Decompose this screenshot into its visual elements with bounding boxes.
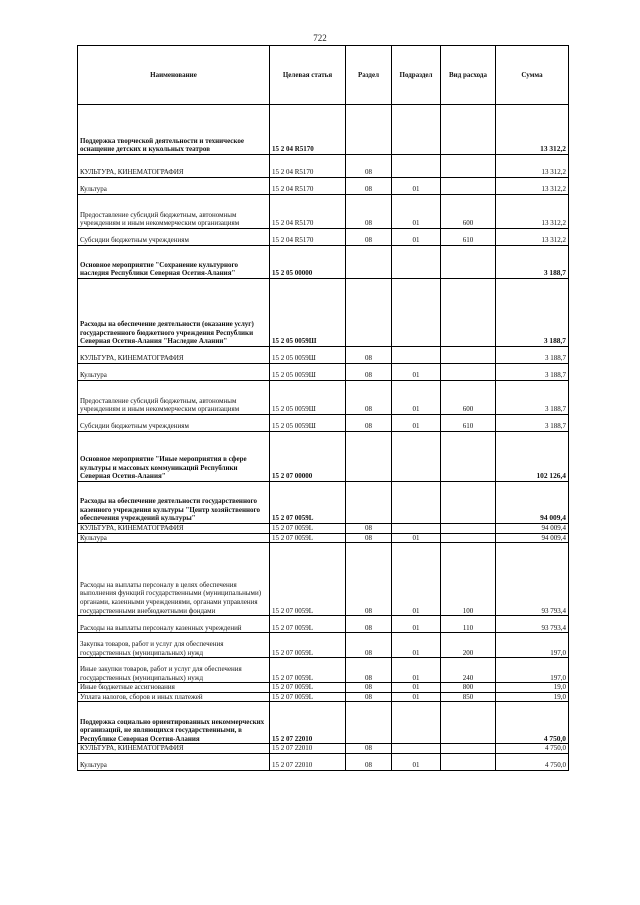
table-row	[78, 543, 569, 616]
table-row	[78, 364, 569, 381]
row-subsection: 01	[392, 633, 441, 658]
row-subsection: 01	[392, 229, 441, 246]
row-name: Иные закупки товаров, работ и услуг для обеспечения государственных (муниципальных) нужд	[78, 658, 270, 683]
row-subsection: 01	[392, 533, 441, 543]
row-section: 08	[346, 524, 392, 534]
row-expense-type	[441, 105, 496, 155]
row-name: Поддержка творческой деятельности и техническое оснащение детских и кукольных театров	[78, 105, 270, 155]
row-section	[346, 482, 392, 524]
row-code: 15 2 07 22010	[270, 702, 346, 744]
row-section: 08	[346, 692, 392, 702]
header-row	[78, 46, 569, 105]
page-number: 722	[313, 33, 327, 43]
row-code: 15 2 07 0059L	[270, 533, 346, 543]
row-expense-type: 610	[441, 415, 496, 432]
row-section: 08	[346, 658, 392, 683]
row-sum: 19,0	[496, 683, 569, 693]
row-expense-type: 600	[441, 381, 496, 415]
row-section: 08	[346, 633, 392, 658]
row-expense-type: 850	[441, 692, 496, 702]
row-expense-type	[441, 533, 496, 543]
table-row	[78, 683, 569, 693]
row-sum: 3 188,7	[496, 364, 569, 381]
row-name: Предоставление субсидий бюджетным, автономным учреждениям и иным некоммерческим организациям	[78, 195, 270, 229]
row-name: Культура	[78, 753, 270, 770]
row-code: 15 2 07 0059L	[270, 633, 346, 658]
row-subsection: 01	[392, 543, 441, 616]
row-sum: 3 188,7	[496, 381, 569, 415]
row-name: Культура	[78, 364, 270, 381]
row-name: КУЛЬТУРА, КИНЕМАТОГРАФИЯ	[78, 524, 270, 534]
header-subsection: Подраздел	[392, 46, 441, 105]
row-section	[346, 279, 392, 347]
row-section: 08	[346, 616, 392, 633]
row-sum: 197,0	[496, 658, 569, 683]
row-section	[346, 702, 392, 744]
table-row	[78, 482, 569, 524]
row-name: Расходы на выплаты персоналу казенных учреждений	[78, 616, 270, 633]
row-code: 15 2 07 0059L	[270, 482, 346, 524]
row-code: 15 2 05 0059Ш	[270, 381, 346, 415]
row-section: 08	[346, 415, 392, 432]
row-code: 15 2 04 R5170	[270, 105, 346, 155]
row-code: 15 2 04 R5170	[270, 229, 346, 246]
row-section: 08	[346, 533, 392, 543]
table-row	[78, 633, 569, 658]
header-section: Раздел	[346, 46, 392, 105]
row-name: Иные бюджетные ассигнования	[78, 683, 270, 693]
row-sum: 4 750,0	[496, 702, 569, 744]
header-code: Целевая статья	[270, 46, 346, 105]
row-name: Расходы на обеспечение деятельности (оказание услуг) государственного бюджетного учреждения Республики Северная Осетия-Алания "Наследие Алании"	[78, 279, 270, 347]
table-row	[78, 347, 569, 364]
row-code: 15 2 05 0059Ш	[270, 364, 346, 381]
row-expense-type	[441, 364, 496, 381]
row-sum: 13 312,2	[496, 105, 569, 155]
row-subsection	[392, 524, 441, 534]
row-section	[346, 246, 392, 279]
row-name: Основное мероприятие "Сохранение культурного наследия Республики Северная Осетия-Алания"	[78, 246, 270, 279]
row-expense-type: 100	[441, 543, 496, 616]
row-code: 15 2 05 0059Ш	[270, 415, 346, 432]
budget-table	[77, 45, 569, 771]
row-name: Расходы на выплаты персоналу в целях обеспечения выполнения функций государственными (муниципальными) органами, казенными учреждениями, органами управления государственными внебюджетными фондами	[78, 543, 270, 616]
row-sum: 19,0	[496, 692, 569, 702]
row-name: КУЛЬТУРА, КИНЕМАТОГРАФИЯ	[78, 155, 270, 178]
row-code: 15 2 04 R5170	[270, 195, 346, 229]
row-sum: 94 009,4	[496, 482, 569, 524]
row-code: 15 2 04 R5170	[270, 178, 346, 195]
table-row	[78, 658, 569, 683]
row-expense-type: 610	[441, 229, 496, 246]
row-section: 08	[346, 229, 392, 246]
table-row	[78, 279, 569, 347]
row-subsection: 01	[392, 195, 441, 229]
row-section: 08	[346, 753, 392, 770]
row-expense-type	[441, 702, 496, 744]
row-section	[346, 432, 392, 482]
row-code: 15 2 07 22010	[270, 753, 346, 770]
row-code: 15 2 07 0059L	[270, 683, 346, 693]
row-code: 15 2 07 0059L	[270, 658, 346, 683]
row-code: 15 2 07 0059L	[270, 524, 346, 534]
row-subsection	[392, 482, 441, 524]
table-row	[78, 524, 569, 534]
row-subsection	[392, 246, 441, 279]
row-expense-type	[441, 246, 496, 279]
table-row	[78, 533, 569, 543]
row-code: 15 2 07 0059L	[270, 616, 346, 633]
row-name: Субсидии бюджетным учреждениям	[78, 229, 270, 246]
row-code: 15 2 05 00000	[270, 246, 346, 279]
row-subsection: 01	[392, 381, 441, 415]
row-subsection: 01	[392, 658, 441, 683]
row-sum: 13 312,2	[496, 229, 569, 246]
row-name: КУЛЬТУРА, КИНЕМАТОГРАФИЯ	[78, 744, 270, 754]
row-name: Поддержка социально ориентированных некоммерческих организаций, не являющихся государственными, в Республике Северная Осетия-Алания	[78, 702, 270, 744]
row-expense-type	[441, 155, 496, 178]
row-name: Культура	[78, 178, 270, 195]
header-expense-type: Вид расхода	[441, 46, 496, 105]
row-expense-type: 800	[441, 683, 496, 693]
row-sum: 102 126,4	[496, 432, 569, 482]
row-subsection	[392, 279, 441, 347]
table-row	[78, 692, 569, 702]
row-sum: 94 009,4	[496, 524, 569, 534]
row-expense-type	[441, 347, 496, 364]
table-row	[78, 246, 569, 279]
row-subsection: 01	[392, 364, 441, 381]
row-subsection	[392, 105, 441, 155]
row-sum: 4 750,0	[496, 753, 569, 770]
row-expense-type	[441, 524, 496, 534]
row-sum: 3 188,7	[496, 279, 569, 347]
row-expense-type: 600	[441, 195, 496, 229]
row-section: 08	[346, 364, 392, 381]
row-name: Культура	[78, 533, 270, 543]
row-name: Основное мероприятие "Иные мероприятия в сфере культуры и массовых коммуникаций Республики Северная Осетия-Алания"	[78, 432, 270, 482]
row-sum: 3 188,7	[496, 246, 569, 279]
row-section	[346, 105, 392, 155]
row-code: 15 2 07 0059L	[270, 692, 346, 702]
row-sum: 93 793,4	[496, 616, 569, 633]
table-row	[78, 105, 569, 155]
row-name: Субсидии бюджетным учреждениям	[78, 415, 270, 432]
row-subsection	[392, 347, 441, 364]
table-row	[78, 702, 569, 744]
row-code: 15 2 07 00000	[270, 432, 346, 482]
row-subsection: 01	[392, 178, 441, 195]
table-row	[78, 744, 569, 754]
row-sum: 3 188,7	[496, 347, 569, 364]
table-row	[78, 381, 569, 415]
row-section: 08	[346, 347, 392, 364]
row-code: 15 2 07 0059L	[270, 543, 346, 616]
row-subsection	[392, 155, 441, 178]
row-sum: 93 793,4	[496, 543, 569, 616]
row-section: 08	[346, 381, 392, 415]
row-expense-type: 110	[441, 616, 496, 633]
table-row	[78, 155, 569, 178]
table-row	[78, 432, 569, 482]
table-row	[78, 415, 569, 432]
row-subsection: 01	[392, 415, 441, 432]
row-name: Закупка товаров, работ и услуг для обеспечения государственных (муниципальных) нужд	[78, 633, 270, 658]
row-subsection: 01	[392, 616, 441, 633]
row-sum: 13 312,2	[496, 178, 569, 195]
row-name: Предоставление субсидий бюджетным, автономным учреждениям и иным некоммерческим организациям	[78, 381, 270, 415]
row-code: 15 2 07 22010	[270, 744, 346, 754]
row-subsection	[392, 432, 441, 482]
header-name: Наименование	[78, 46, 270, 105]
row-expense-type	[441, 744, 496, 754]
row-sum: 13 312,2	[496, 155, 569, 178]
row-name: КУЛЬТУРА, КИНЕМАТОГРАФИЯ	[78, 347, 270, 364]
row-section: 08	[346, 155, 392, 178]
header-sum: Сумма	[496, 46, 569, 105]
table-row	[78, 195, 569, 229]
row-name: Уплата налогов, сборов и иных платежей	[78, 692, 270, 702]
table-row	[78, 178, 569, 195]
row-name: Расходы на обеспечение деятельности государственного казенного учреждения культуры "Центр хозяйственного обеспечения учреждений культуры"	[78, 482, 270, 524]
table-row	[78, 616, 569, 633]
row-code: 15 2 05 0059Ш	[270, 279, 346, 347]
row-section: 08	[346, 178, 392, 195]
row-sum: 3 188,7	[496, 415, 569, 432]
row-sum: 197,0	[496, 633, 569, 658]
row-subsection: 01	[392, 753, 441, 770]
table-row	[78, 753, 569, 770]
row-subsection: 01	[392, 683, 441, 693]
row-section: 08	[346, 744, 392, 754]
row-expense-type	[441, 753, 496, 770]
row-code: 15 2 04 R5170	[270, 155, 346, 178]
row-sum: 4 750,0	[496, 744, 569, 754]
row-subsection	[392, 744, 441, 754]
row-sum: 94 009,4	[496, 533, 569, 543]
row-expense-type: 200	[441, 633, 496, 658]
row-expense-type	[441, 482, 496, 524]
row-expense-type	[441, 178, 496, 195]
row-sum: 13 312,2	[496, 195, 569, 229]
table-body	[78, 105, 569, 771]
row-section: 08	[346, 195, 392, 229]
row-subsection	[392, 702, 441, 744]
row-section: 08	[346, 543, 392, 616]
row-subsection: 01	[392, 692, 441, 702]
row-expense-type: 240	[441, 658, 496, 683]
row-section: 08	[346, 683, 392, 693]
row-expense-type	[441, 432, 496, 482]
row-code: 15 2 05 0059Ш	[270, 347, 346, 364]
row-expense-type	[441, 279, 496, 347]
table-row	[78, 229, 569, 246]
